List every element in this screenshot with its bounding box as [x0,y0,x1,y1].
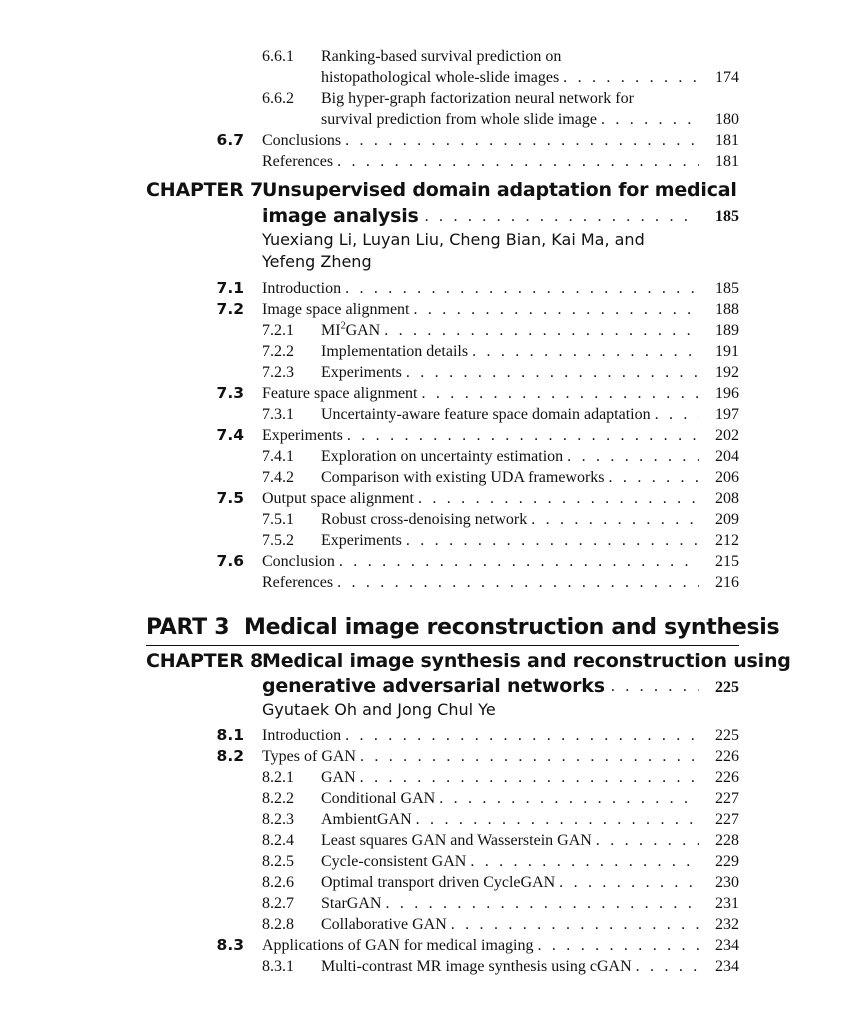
dot-leader [345,278,699,299]
dot-leader [601,109,699,130]
entry-page: 234 [715,958,739,975]
dot-leader [347,425,699,446]
entry-page: 232 [715,916,739,933]
entry-number: 8.2.7 [262,895,294,912]
toc-entry-references-7[interactable] [0,572,851,593]
toc-entry-7-3[interactable] [0,383,851,404]
toc-entry-8-2-3[interactable] [0,809,851,830]
toc-entry-6-6-2-cont[interactable] [0,109,851,130]
part-divider [146,645,739,646]
entry-number: 8.2.5 [262,853,294,870]
entry-page: 209 [715,511,739,528]
toc-entry-7-4-2[interactable] [0,467,851,488]
dot-leader [451,914,699,935]
toc-entry-7-5[interactable] [0,488,851,509]
entry-page: 227 [715,811,739,828]
entry-title: Uncertainty-aware feature space domain adaptation . . . [321,404,699,425]
entry-page: 226 [715,769,739,786]
entry-page: 227 [715,790,739,807]
entry-number: 7.5.2 [262,532,294,549]
toc-entry-7-5-1[interactable] [0,509,851,530]
toc-entry-8-3-1[interactable] [0,956,851,977]
dot-leader [531,509,699,530]
entry-page: 226 [715,748,739,765]
chapter-7-page: 185 [715,208,739,225]
toc-entry-8-2-1[interactable] [0,767,851,788]
chapter-8-title[interactable]: Medical image synthesis and reconstruction using [262,650,791,672]
entry-title-cont: survival prediction from whole slide image . . . [321,109,699,130]
entry-title: Least squares GAN and Wasserstein GAN . . . [321,830,699,851]
entry-page: 231 [715,895,739,912]
entry-number: 7.2.1 [262,322,294,339]
section-number: 8.3 [216,936,244,954]
chapter-7-authors: Yuexiang Li, Luyan Liu, Cheng Bian, Kai Ma, and [262,230,645,249]
section-number: 6.7 [216,131,244,149]
chapter-8-authors: Gyutaek Oh and Jong Chul Ye [262,700,496,719]
entry-page: 174 [715,69,739,86]
dot-leader [439,788,699,809]
entry-number: 8.2.1 [262,769,294,786]
toc-entry-8-2-2[interactable] [0,788,851,809]
part-3-heading[interactable] [146,614,779,642]
entry-title: Implementation details . . . [321,341,699,362]
dot-leader [425,204,699,229]
entry-page: 215 [715,553,739,570]
entry-page: 234 [715,937,739,954]
dot-leader [596,830,699,851]
entry-number: 7.4.1 [262,448,294,465]
entry-page: 185 [715,280,739,297]
entry-title: StarGAN . . . [321,893,699,914]
toc-entry-7-1[interactable] [0,278,851,299]
entry-number: 8.2.3 [262,811,294,828]
section-number: 7.2 [216,300,244,318]
dot-leader [345,130,699,151]
dot-leader [360,767,699,788]
dot-leader [406,530,699,551]
entry-title: Exploration on uncertainty estimation . . . [321,446,699,467]
entry-page: 204 [715,448,739,465]
dot-leader [384,320,699,341]
toc-entry-7-6[interactable] [0,551,851,572]
entry-title-cont: histopathological whole-slide images . . . [321,67,699,88]
part-title: Medical image reconstruction and synthesis [243,615,780,640]
entry-title: Robust cross-denoising network . . . [321,509,699,530]
entry-number: 6.6.2 [262,90,294,107]
entry-number: 8.2.2 [262,790,294,807]
toc-entry-6-7[interactable] [0,130,851,151]
toc-entry-8-1[interactable] [0,725,851,746]
chapter-8-page: 225 [715,679,739,696]
entry-number: 8.2.8 [262,916,294,933]
section-number: 7.5 [216,489,244,507]
entry-title: References . . . [262,572,699,593]
entry-number: 7.5.1 [262,511,294,528]
entry-title: Cycle-consistent GAN . . . [321,851,699,872]
toc-entry-8-2-8[interactable] [0,914,851,935]
chapter-7-label: CHAPTER 7 [146,179,264,201]
dot-leader [472,341,699,362]
toc-entry-7-4[interactable] [0,425,851,446]
dot-leader [422,383,700,404]
entry-title: Conditional GAN . . . [321,788,699,809]
section-number: 8.1 [216,726,244,744]
chapter-7-title-cont[interactable]: image analysis . . . [262,204,699,229]
entry-number: 7.3.1 [262,406,294,423]
toc-entry-7-3-1[interactable] [0,404,851,425]
dot-leader [538,935,700,956]
dot-leader [611,674,699,699]
entry-page: 216 [715,574,739,591]
entry-title: Introduction . . . [262,725,699,746]
entry-title: Comparison with existing UDA frameworks . . . [321,467,699,488]
chapter-8-title-cont[interactable]: generative adversarial networks . . . [262,674,699,699]
dot-leader [337,151,699,172]
dot-leader [655,404,699,425]
entry-page: 189 [715,322,739,339]
entry-title: Optimal transport driven CycleGAN . . . [321,872,699,893]
section-number: 7.4 [216,426,244,444]
dot-leader [559,872,699,893]
toc-entry-8-2-6[interactable] [0,872,851,893]
entry-page: 196 [715,385,739,402]
toc-entry-8-2-5[interactable] [0,851,851,872]
entry-page: 212 [715,532,739,549]
entry-title: Conclusion . . . [262,551,699,572]
dot-leader [337,572,699,593]
entry-page: 191 [715,343,739,360]
entry-number: 7.2.3 [262,364,294,381]
chapter-8-label: CHAPTER 8 [146,650,264,672]
dot-leader [414,299,700,320]
chapter-7-title[interactable]: Unsupervised domain adaptation for medical [262,179,737,201]
part-label: PART 3 [146,615,230,640]
entry-title: References . . . [262,151,699,172]
section-number: 7.6 [216,552,244,570]
entry-number: 8.3.1 [262,958,294,975]
entry-page: 181 [715,153,739,170]
entry-title: Applications of GAN for medical imaging . . . [262,935,699,956]
entry-title: Experiments . . . [262,425,699,446]
dot-leader [609,467,699,488]
entry-title: Ranking-based survival prediction on [321,48,562,65]
entry-title: Multi-contrast MR image synthesis using cGAN . . . [321,956,699,977]
entry-page: 208 [715,490,739,507]
dot-leader [563,67,699,88]
entry-page: 188 [715,301,739,318]
dot-leader [339,551,699,572]
toc-entry-references-6[interactable] [0,151,851,172]
toc-entry-7-2-3[interactable] [0,362,851,383]
entry-page: 228 [715,832,739,849]
entry-page: 225 [715,727,739,744]
toc-entry-7-2-2[interactable] [0,341,851,362]
dot-leader [406,362,699,383]
toc-entry-6-6-2[interactable] [0,88,851,109]
entry-title: Experiments . . . [321,530,699,551]
entry-number: 7.4.2 [262,469,294,486]
toc-entry-7-5-2[interactable] [0,530,851,551]
dot-leader [636,956,699,977]
dot-leader [360,746,699,767]
entry-page: 230 [715,874,739,891]
dot-leader [345,725,699,746]
entry-title: Feature space alignment . . . [262,383,699,404]
dot-leader [416,809,699,830]
entry-title: AmbientGAN . . . [321,809,699,830]
toc-entry-8-3[interactable] [0,935,851,956]
dot-leader [567,446,699,467]
entry-title: Conclusions . . . [262,130,699,151]
section-number: 7.1 [216,279,244,297]
entry-title: GAN . . . [321,767,699,788]
dot-leader [385,893,699,914]
entry-number: 8.2.4 [262,832,294,849]
entry-number: 7.2.2 [262,343,294,360]
toc-entry-7-2-1[interactable] [0,320,851,341]
dot-leader [418,488,699,509]
toc-entry-6-6-1-cont[interactable] [0,67,851,88]
entry-title: Output space alignment . . . [262,488,699,509]
chapter-7-authors-cont: Yefeng Zheng [262,252,372,271]
entry-title: Image space alignment . . . [262,299,699,320]
toc-entry-8-2-4[interactable] [0,830,851,851]
entry-title: Collaborative GAN . . . [321,914,699,935]
entry-title: $MI^2GAN$ . . . [321,320,699,341]
entry-page: 192 [715,364,739,381]
section-number: 7.3 [216,384,244,402]
entry-page: 206 [715,469,739,486]
dot-leader [470,851,699,872]
toc-entry-8-2[interactable] [0,746,851,767]
entry-title: Experiments . . . [321,362,699,383]
entry-title: Introduction . . . [262,278,699,299]
entry-title: Big hyper-graph factorization neural network for [321,90,634,107]
toc-entry-7-2[interactable] [0,299,851,320]
toc-entry-6-6-1[interactable] [0,46,851,67]
entry-page: 197 [715,406,739,423]
section-number: 8.2 [216,747,244,765]
entry-number: 6.6.1 [262,48,294,65]
entry-page: 181 [715,132,739,149]
entry-title: Types of GAN . . . [262,746,699,767]
entry-number: 8.2.6 [262,874,294,891]
entry-page: 202 [715,427,739,444]
toc-entry-7-4-1[interactable] [0,446,851,467]
toc-entry-8-2-7[interactable] [0,893,851,914]
entry-page: 180 [715,111,739,128]
entry-page: 229 [715,853,739,870]
